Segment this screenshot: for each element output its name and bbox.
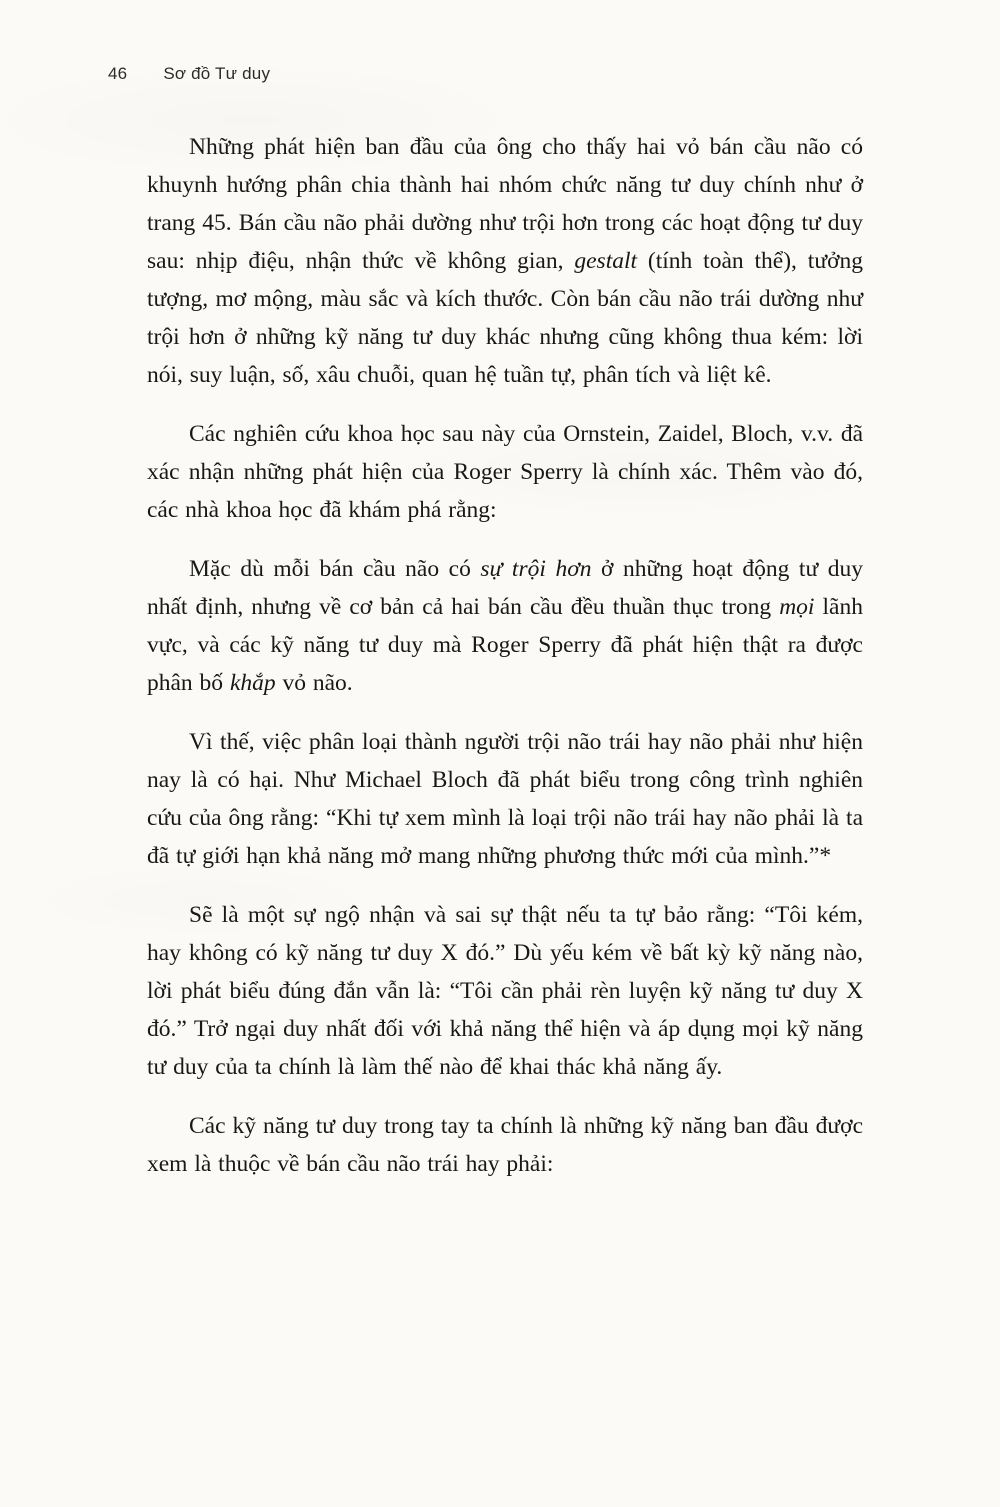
italic-text-run: sự trội hơn [480,556,592,582]
paragraph-6 [147,1107,863,1183]
text-run: vỏ não. [275,670,353,696]
text-run: Vì thế, việc phân loại thành người trội não trái hay não phải như hiện nay là có hại. Như Michael Bloch đã phát biểu trong công trình nghiên cứu của ông rằng: “Khi tự xem mình là loại trội não trái hay não phải là ta đã tự giới hạn khả năng mở mang những phương thức mới của mình.”* [147,729,863,869]
italic-text-run: khắp [229,670,276,696]
paragraph-1 [147,128,863,394]
running-title: Sơ đồ Tư duy [163,64,271,83]
text-run: lãnh vực, và các kỹ năng tư duy mà Roger Sperry đã phát hiện thật ra được phân bố [147,594,863,696]
paragraph-3 [147,550,863,702]
page-body [147,128,863,1204]
page-number: 46 [108,64,128,83]
text-run: ở những hoạt động tư duy nhất định, nhưng về cơ bản cả hai bán cầu đều thuần thục trong [147,556,864,620]
page-header [108,64,270,84]
text-run: (tính toàn thể), tưởng tượng, mơ mộng, màu sắc và kích thước. Còn bán cầu não trái dường như trội hơn ở những kỹ năng tư duy khác nhưng cũng không thua kém: lời nói, suy luận, số, xâu chuỗi, quan hệ tuần tự, phân tích và liệt kê. [147,248,863,388]
text-run: Các kỹ năng tư duy trong tay ta chính là những kỹ năng ban đầu được xem là thuộc về bán cầu não trái hay phải: [147,1113,863,1177]
italic-text-run: gestalt [574,248,638,274]
text-run: Mặc dù mỗi bán cầu não có [189,556,481,582]
text-run: Những phát hiện ban đầu của ông cho thấy hai vỏ bán cầu não có khuynh hướng phân chia thành hai nhóm chức năng tư duy chính như ở trang 45. Bán cầu não phải dường như trội hơn trong các hoạt động tư duy sau: nhịp điệu, nhận thức về không gian, [147,134,863,274]
paragraph-4 [147,723,863,875]
paragraph-2 [147,415,863,529]
text-run: Sẽ là một sự ngộ nhận và sai sự thật nếu ta tự bảo rằng: “Tôi kém, hay không có kỹ năng tư duy X đó.” Dù yếu kém về bất kỳ kỹ năng nào, lời phát biểu đúng đắn vẫn là: “Tôi cần phải rèn luyện kỹ năng tư duy X đó.” Trở ngại duy nhất đối với khả năng thể hiện và áp dụng mọi kỹ năng tư duy của ta chính là làm thế nào để khai thác khả năng ấy. [147,902,863,1080]
paragraph-5 [147,896,863,1086]
italic-text-run: mọi [779,594,815,620]
text-run: Các nghiên cứu khoa học sau này của Ornstein, Zaidel, Bloch, v.v. đã xác nhận những phát hiện của Roger Sperry là chính xác. Thêm vào đó, các nhà khoa học đã khám phá rằng: [147,421,863,523]
